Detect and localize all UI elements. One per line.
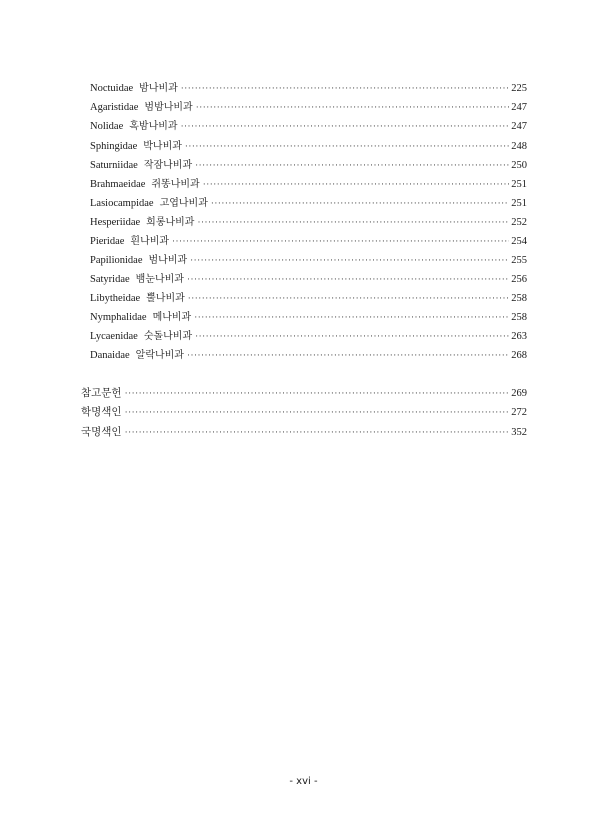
toc-entry-latin-name: Danaidae [90,350,130,361]
toc-section-page-number: 272 [511,407,527,418]
toc-section-references[interactable] [81,384,527,403]
toc-entry-page-number: 268 [511,350,527,361]
toc-entry-latin-name: Libytheidae [90,293,141,304]
dot-leader [197,213,509,232]
toc-section-title: 학명색인 [81,406,122,418]
dot-leader [187,270,509,289]
toc-entry-korean-name: 범밤나비과 [144,102,193,113]
toc-entry-noctuidae[interactable] [90,79,527,98]
toc-entry-korean-name: 쥐똥나비과 [151,179,200,190]
toc-entry-page-number: 255 [511,255,527,266]
toc-entry-page-number: 258 [511,312,527,323]
toc-entry-lasiocampidae[interactable] [90,194,527,213]
toc-entry-hesperiidae[interactable] [90,213,527,232]
toc-entry-korean-name: 흰나비과 [130,236,170,247]
toc-entry-latin-name: Agaristidae [90,102,139,113]
toc-section-korean-name-index[interactable] [81,423,527,442]
dot-leader [194,308,509,327]
toc-entry-latin-name: Papilionidae [90,255,143,266]
dot-leader [211,194,509,213]
toc-entry-latin-name: Hesperiidae [90,217,141,228]
toc-entry-korean-name: 박나비과 [143,141,182,152]
toc-section-page-number: 269 [511,388,527,399]
toc-entry-korean-name: 밤나비과 [139,83,178,94]
toc-section-title: 국명색인 [81,426,122,438]
toc-entry-danaidae[interactable] [90,346,527,365]
toc-entry-latin-name: Pieridae [90,236,125,247]
toc-entry-page-number: 251 [511,179,527,190]
toc-entry-agaristidae[interactable] [90,98,527,117]
toc-entry-korean-name: 작잠나비과 [143,160,193,171]
toc-entry-pieridae[interactable] [90,232,527,251]
dot-leader [181,117,510,136]
toc-entry-page-number: 251 [511,198,527,209]
toc-entry-page-number: 256 [511,274,527,285]
toc-entry-papilionidae[interactable] [90,251,527,270]
toc-entry-page-number: 248 [511,141,527,152]
page-number-footer: - xvi - [289,776,318,787]
dot-leader [195,327,509,346]
toc-entry-page-number: 263 [511,331,527,342]
toc-entry-nolidae[interactable] [90,117,527,136]
toc-entry-page-number: 252 [511,217,527,228]
toc-entry-page-number: 225 [511,83,527,94]
dot-leader [195,156,509,175]
toc-entry-satyridae[interactable] [90,270,527,289]
toc-section-scientific-name-index[interactable] [81,403,527,422]
toc-entry-libytheidae[interactable] [90,289,527,308]
dot-leader [196,98,510,117]
toc-entry-korean-name: 희롱나비과 [146,217,195,228]
toc-entry-lycaenidae[interactable] [90,327,527,346]
toc-entry-latin-name: Nolidae [90,121,124,132]
toc-entry-korean-name: 혹밤나비과 [129,121,178,132]
toc-entry-latin-name: Saturniidae [90,160,138,171]
toc-entry-latin-name: Lycaenidae [90,331,138,342]
toc-entry-page-number: 247 [511,102,527,113]
toc-section-page-number: 352 [511,427,527,438]
toc-entry-korean-name: 뿔나비과 [146,293,185,304]
toc-entry-latin-name: Satyridae [90,274,130,285]
toc-entry-korean-name: 고엽나비과 [159,198,208,209]
toc-entry-page-number: 258 [511,293,527,304]
toc-entry-sphingidae[interactable] [90,137,527,156]
toc-entry-latin-name: Nymphalidae [90,312,147,323]
dot-leader [185,137,509,156]
toc-entry-page-number: 254 [511,236,527,247]
dot-leader [125,384,510,403]
toc-entry-korean-name: 범나비과 [148,255,188,266]
toc-entry-saturniidae[interactable] [90,156,527,175]
toc-entry-nymphalidae[interactable] [90,308,527,327]
dot-leader [190,251,509,270]
toc-entry-korean-name: 알락나비과 [135,350,184,361]
toc-entry-korean-name: 숫돌나비과 [143,331,193,342]
toc-entry-korean-name: 뱀눈나비과 [135,274,184,285]
dot-leader [125,403,510,422]
dot-leader [187,346,509,365]
dot-leader [125,423,510,442]
toc-entry-page-number: 247 [511,121,527,132]
toc-entry-latin-name: Lasiocampidae [90,198,154,209]
dot-leader [181,79,509,98]
dot-leader [172,232,509,251]
toc-entry-latin-name: Brahmaeidae [90,179,146,190]
toc-entry-latin-name: Noctuidae [90,83,134,94]
toc-entry-korean-name: 메나비과 [152,312,192,323]
toc-entry-brahmaeidae[interactable] [90,175,527,194]
dot-leader [188,289,509,308]
dot-leader [203,175,510,194]
toc-section-title: 참고문헌 [81,387,122,399]
toc-entry-page-number: 250 [511,160,527,171]
toc-entry-latin-name: Sphingidae [90,141,138,152]
